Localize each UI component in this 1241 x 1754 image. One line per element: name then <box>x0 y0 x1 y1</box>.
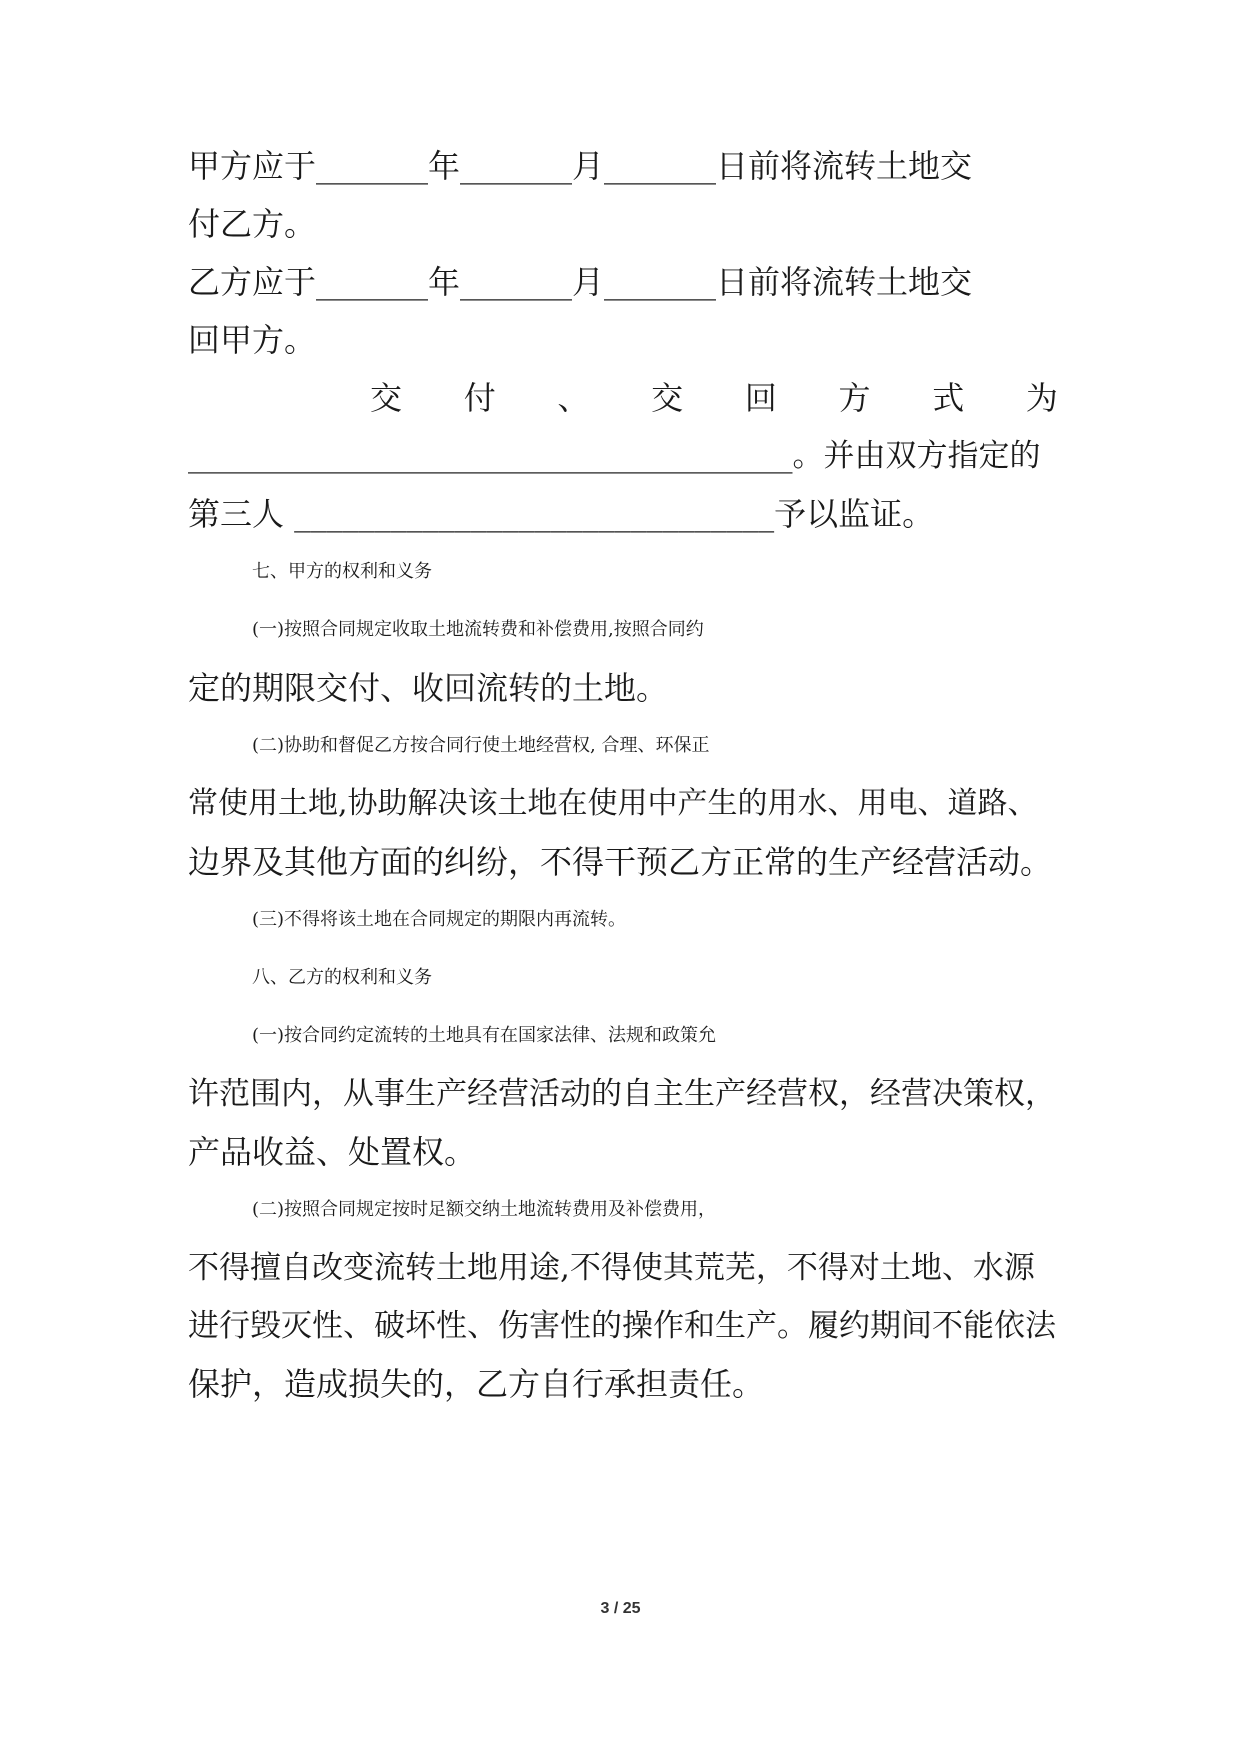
paragraph-3-line-2: 第三人 ______________________________予以监证。 <box>188 495 935 533</box>
section-7-item-1-line-1: (一)按照合同规定收取土地流转费和补偿费用,按照合同约 <box>252 619 704 640</box>
section-7-heading: 七、甲方的权利和义务 <box>252 561 432 582</box>
section-8-item-1-line-2: 许范围内，从事生产经营活动的自主生产经营权，经营决策权， <box>188 1076 1056 1112</box>
section-8-item-2-line-3: 进行毁灭性、破坏性、伤害性的操作和生产。履约期间不能依法 <box>188 1308 1056 1344</box>
section-7-item-1-line-2: 定的期限交付、收回流转的土地。 <box>188 669 669 707</box>
paragraph-2-line-2: 回甲方。 <box>188 321 317 359</box>
spread-char: 式 <box>932 379 965 417</box>
section-8-heading: 八、乙方的权利和义务 <box>252 967 432 988</box>
spread-char: 方 <box>838 379 871 417</box>
section-8-item-1-line-1: (一)按合同约定流转的土地具有在国家法律、法规和政策允 <box>252 1025 717 1046</box>
section-7-item-2-line-3: 边界及其他方面的纠纷，不得干预乙方正常的生产经营活动。 <box>188 843 1053 881</box>
section-8-item-2-line-1: (二)按照合同规定按时足额交纳土地流转费用及补偿费用， <box>252 1199 717 1220</box>
paragraph-1-line-1: 甲方应于_______年_______月_______日前将流转土地交 <box>188 147 973 185</box>
section-7-item-3-line-1: (三)不得将该土地在合同规定的期限内再流转。 <box>252 909 627 930</box>
paragraph-1-line-2: 付乙方。 <box>188 205 317 243</box>
paragraph-2-line-1: 乙方应于_______年_______月_______日前将流转土地交 <box>188 263 973 301</box>
spread-char: 交 <box>651 379 684 417</box>
page-number: 3 / 25 <box>600 1600 641 1617</box>
section-7-item-2-line-2: 常使用土地,协助解决该土地在使用中产生的用水、用电、道路、 <box>188 786 1038 821</box>
section-8-item-2-line-2: 不得擅自改变流转土地用途,不得使其荒芜，不得对土地、水源 <box>188 1250 1035 1286</box>
spread-char: 回 <box>744 379 777 417</box>
spread-char: 交 <box>370 379 403 417</box>
paragraph-3-spread-line <box>370 378 1058 418</box>
spread-char: 为 <box>1025 379 1058 417</box>
paragraph-3-line-1: _______________________________________。并由双方指定的 <box>188 438 1041 474</box>
section-8-item-2-line-4: 保护，造成损失的，乙方自行承担责任。 <box>188 1365 765 1403</box>
section-7-item-2-line-1: (二)协助和督促乙方按合同行使土地经营权, 合理、环保正 <box>252 735 710 756</box>
spread-char: 付 <box>463 379 496 417</box>
section-8-item-1-line-3: 产品收益、处置权。 <box>188 1133 477 1171</box>
spread-char: 、 <box>557 379 590 417</box>
